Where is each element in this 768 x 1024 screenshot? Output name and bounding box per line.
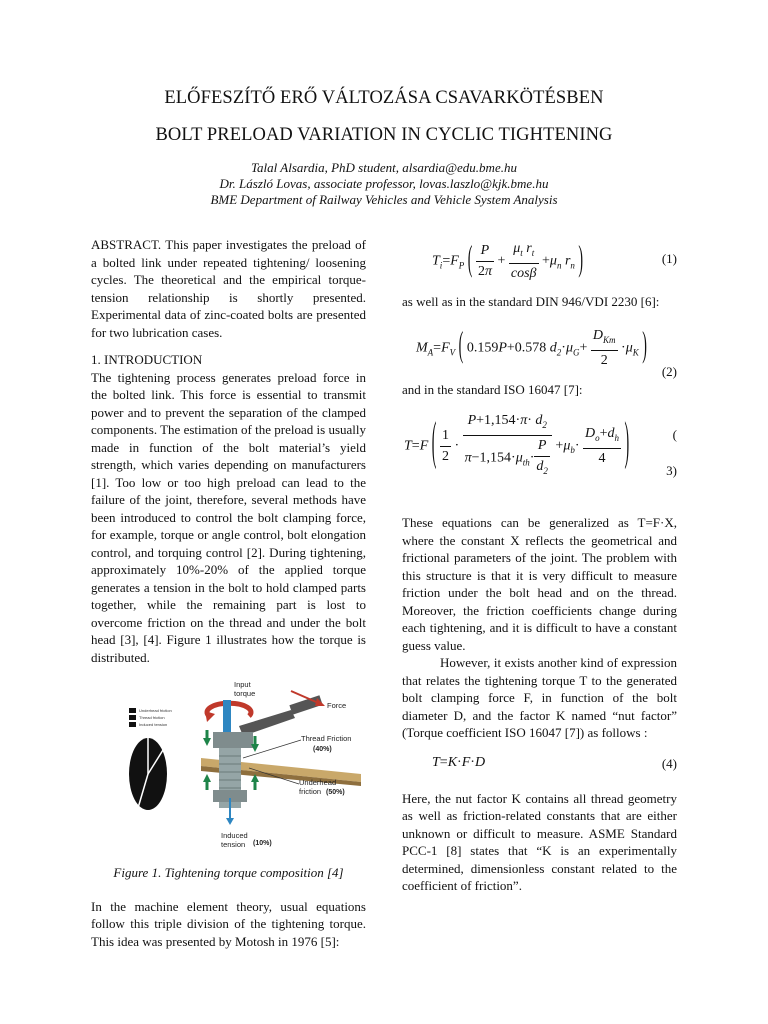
however-text: However, it exists another kind of expression that relates the tightening torque T to the generated bolt clamping force F, in function of the bolt diameter D, and the factor K named “nut factor” (Torque coefficient ISO 16047 [7]) as follows :	[402, 655, 677, 740]
label-force: Force	[327, 701, 347, 710]
torque-composition-figure	[91, 678, 366, 850]
equation-4-number: (4)	[661, 755, 677, 771]
nut-factor-text: Here, the nut factor K contains all thread geometry as well as friction-related constants that are either unknown or difficult to measure. ASME Standard PCC-1 [8] states that “K is an experimentally determined, dimensionless constant related to the coefficient of friction”.	[402, 790, 677, 893]
label-thread-friction: Thread Friction	[301, 734, 352, 743]
equation-2: $M_A=F_V$ ( 0.159P+0.578 $d_2\cdot\mu_G+$ $\frac{D_{Km}}{2}$ $\cdot\mu_K$ ) (2)	[416, 327, 677, 379]
label-tension: tension	[221, 840, 246, 849]
author-block	[0, 160, 768, 208]
legend-thread: Thread friction	[139, 715, 165, 720]
author-line-2: Dr. László Lovas, associate professor, lovas.laszlo@kjk.bme.hu	[219, 176, 549, 191]
equation-2-number: (2)	[661, 363, 677, 379]
figure-1	[91, 678, 366, 850]
label-torque: torque	[234, 689, 256, 698]
introduction-text: The tightening process generates preload force in the bolted link. This force is essential to transmit power and to prevent the separation of the clamped components. The estimation of the preload is usually made in function of the bolt material’s yield strength, which varies depending on manufacturers [1]. Too low or too high preload can lead to the failure of the joint, therefore, several methods have been introduced to control the bolt clamping force, for example, torque or angle control, bolt elongation control, and torquing control [2]. During tightening, approximately 10%-20% of the applied torque generates a tension in the bolt to hold clamped parts together, while the remaining part is lost to overcome friction on the thread and under the bolt head [3], [4]. Figure 1 illustrates how the torque is distributed.	[91, 369, 366, 665]
generalization-text: These equations can be generalized as T=F·X, where the constant X reflects the geometrical and frictional parameters of the joint. The problem with this structure is that it is very difficult to measure friction under the bolt head and on the thread. Moreover, the friction coefficients change during each tightening, and it is difficult to have a constant guess value.	[402, 515, 677, 653]
equation-3-number-a: (	[672, 427, 677, 442]
figure-caption: Figure 1. Tightening torque composition [4]	[113, 865, 344, 880]
label-thread-pct: (40%)	[313, 746, 332, 753]
equation-3-number-b: 3)	[666, 463, 677, 478]
label-underhead-pct: (50%)	[326, 789, 345, 796]
title-hungarian: ELŐFESZÍTŐ ERŐ VÁLTOZÁSA CSAVARKÖTÉSBEN	[164, 88, 604, 108]
label-underhead-friction: friction	[299, 787, 322, 796]
label-induced-pct: (10%)	[253, 840, 272, 847]
din-text: as well as in the standard DIN 946/VDI 2230 [6]:	[402, 294, 660, 309]
title-english: BOLT PRELOAD VARIATION IN CYCLIC TIGHTENING	[155, 125, 613, 145]
label-input: Input	[234, 680, 251, 689]
legend-induced: Induced tension	[139, 722, 168, 727]
right-column	[402, 236, 677, 895]
author-line-1: Talal Alsardia, PhD student, alsardia@edu.bme.hu	[251, 160, 517, 175]
label-underhead: Underhead	[299, 778, 337, 787]
equation-3: T=F ( $\frac{1}{2}$ · $P+1,154\cdot\pi\cdot d_2$ $\pi-1,154\cdot\mu_{th}\cdot$ $\frac{P}{d_2}$ $+\mu_b\cdot$ $\frac{D_o+d_h}{4}$ ) ( 3)	[404, 413, 677, 478]
section-heading-introduction: 1. INTRODUCTION	[91, 352, 203, 367]
author-line-3: BME Department of Railway Vehicles and Vehicle System Analysis	[210, 192, 558, 207]
left-column	[91, 236, 366, 950]
legend-underhead: Underhead friction	[139, 708, 172, 713]
equation-1: $T_i=F_P$ ( $\frac{P}{2\pi}$ + $\frac{\mu_t r_t}{\cos\beta}$ $+\mu_n$ $r_n$ ) (1)	[432, 241, 677, 282]
theory-text: In the machine element theory, usual equations follow this triple division of the tightening torque. This idea was presented by Motosh in 1976 [5]:	[91, 898, 366, 949]
abstract: ABSTRACT. This paper investigates the preload of a bolted link under repeated tightening/ loosening cycles. The theoretical and the empirical torque-tension relationship is shortly presented. Experimental data of zinc-coated bolts are presented for two lubrication cases.	[91, 237, 366, 340]
equation-1-number: (1)	[661, 251, 677, 266]
label-induced: Induced	[221, 831, 248, 840]
iso-text: and in the standard ISO 16047 [7]:	[402, 381, 583, 397]
equation-4: T=K·F·D (4)	[432, 754, 677, 771]
